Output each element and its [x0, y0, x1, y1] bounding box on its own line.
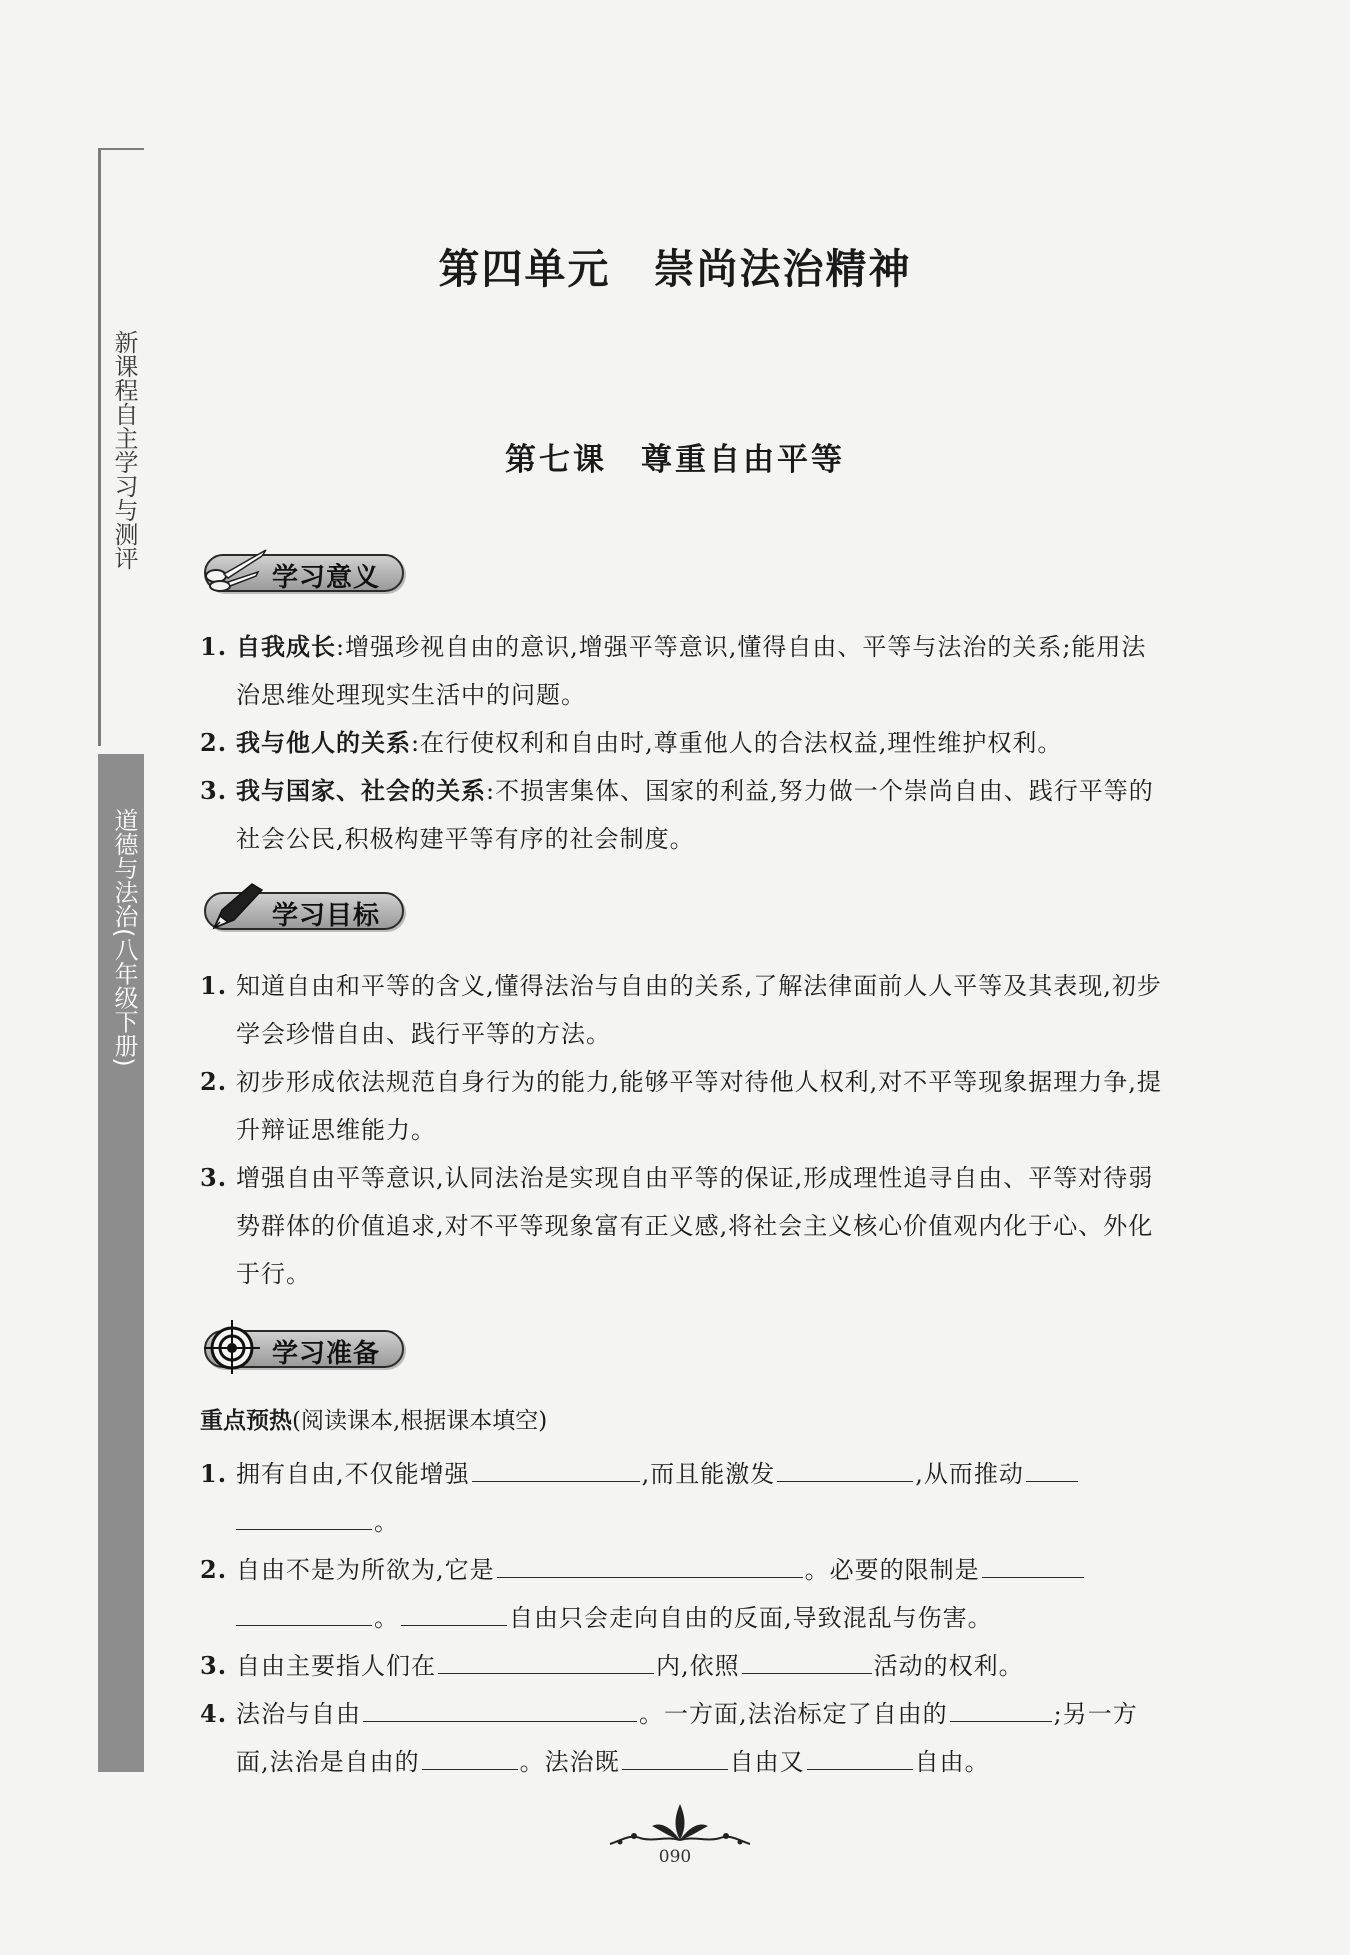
item-number: 1. [200, 1459, 228, 1488]
subhead-keyword: 重点预热 [200, 1408, 292, 1434]
item-keyword: 自我成长 [236, 633, 336, 661]
fill-blank[interactable] [497, 1551, 803, 1578]
fill-text: 法治与自由 [236, 1700, 361, 1728]
fill-text: 自由不是为所欲为,它是 [236, 1556, 495, 1584]
fill-text: 自由主要指人们在 [236, 1652, 436, 1680]
goal-item [200, 1058, 1170, 1154]
fill-item [200, 1546, 1170, 1642]
prep-subheading [200, 1403, 547, 1439]
fill-item [200, 1450, 1170, 1546]
item-text: :不损害集体、国家的利益,努力做一个崇尚自由、践行平等的社会公民,积极构建平等有序的社会制度。 [236, 777, 1154, 853]
item-number: 2. [200, 728, 228, 757]
target-icon [200, 1318, 264, 1374]
section-label: 学习目标 [272, 901, 381, 931]
fill-text: ,从而推动 [915, 1460, 1024, 1488]
fill-blank[interactable] [1026, 1455, 1078, 1482]
item-number: 2. [200, 1555, 228, 1584]
item-number: 3. [200, 776, 228, 805]
fill-blank[interactable] [982, 1551, 1084, 1578]
fill-blank[interactable] [950, 1695, 1052, 1722]
goal-item [200, 1154, 1170, 1298]
fill-text: 拥有自由,不仅能增强 [236, 1460, 470, 1488]
section-header-goals [200, 880, 408, 930]
item-text: :在行使权利和自由时,尊重他人的合法权益,理性维护权利。 [411, 729, 1063, 757]
fill-blank[interactable] [438, 1647, 654, 1674]
section-label: 学习意义 [272, 563, 381, 593]
fill-text: 自由。 [914, 1748, 990, 1776]
goal-item [200, 962, 1170, 1058]
fill-text: 。必要的限制是 [804, 1556, 980, 1584]
lesson-title: 第七课 尊重自由平等 [505, 442, 845, 478]
item-text: 增强自由平等意识,认同法治是实现自由平等的保证,形成理性追寻自由、平等对待弱势群体的价值追求,对不平等现象富有正义感,将社会主义核心价值观内化于心、外化于行。 [236, 1164, 1154, 1288]
fill-item [200, 1642, 1170, 1690]
page-number: 090 [658, 1847, 692, 1867]
fill-blank[interactable] [622, 1743, 728, 1770]
section-header-prep [200, 1318, 408, 1368]
fill-blank[interactable] [807, 1743, 913, 1770]
fill-text: 。法治既 [519, 1748, 620, 1776]
item-number: 2. [200, 1067, 228, 1096]
fill-blank[interactable] [422, 1743, 518, 1770]
fill-text: ,而且能激发 [641, 1460, 776, 1488]
section-label: 学习准备 [272, 1339, 381, 1369]
fill-blank[interactable] [363, 1695, 637, 1722]
fill-blank[interactable] [236, 1503, 372, 1530]
fill-blank[interactable] [401, 1599, 507, 1626]
fill-blank[interactable] [236, 1599, 372, 1626]
item-number: 1. [200, 632, 228, 661]
fill-blank[interactable] [777, 1455, 913, 1482]
item-number: 1. [200, 971, 228, 1000]
item-text: 知道自由和平等的含义,懂得法治与自由的关系,了解法律面前人人平等及其表现,初步学会珍惜自由、践行平等的方法。 [236, 972, 1162, 1048]
fill-text: 自由又 [729, 1748, 805, 1776]
item-number: 3. [200, 1163, 228, 1192]
fill-text: ;另一方面,法治是自由的 [236, 1700, 1138, 1776]
item-text: :增强珍视自由的意识,增强平等意识,懂得自由、平等与法治的关系;能用法治思维处理现实生活中的问题。 [236, 633, 1147, 709]
fill-blank[interactable] [742, 1647, 872, 1674]
item-text: 初步形成依法规范自身行为的能力,能够平等对待他人权利,对不平等现象据理力争,提升辩证思维能力。 [236, 1068, 1162, 1144]
meaning-item [200, 719, 1170, 767]
meaning-item [200, 623, 1170, 719]
subhead-note: (阅读课本,根据课本填空) [292, 1408, 548, 1434]
fill-text: 。 [374, 1508, 399, 1536]
fill-text: 。一方面,法治标定了自由的 [639, 1700, 948, 1728]
pen-icon [200, 880, 270, 936]
series-title: 新课程自主学习与测评 [110, 330, 138, 570]
fill-text: 。 [374, 1604, 399, 1632]
subject-title: 道德与法治(八年级下册) [110, 808, 138, 1067]
unit-title: 第四单元 崇尚法治精神 [438, 245, 912, 293]
item-number: 4. [200, 1699, 228, 1728]
fill-blank[interactable] [472, 1455, 640, 1482]
item-number: 3. [200, 1651, 228, 1680]
fill-text: 活动的权利。 [873, 1652, 1024, 1680]
meaning-item [200, 767, 1170, 863]
fill-item [200, 1690, 1170, 1786]
floral-ornament-icon [600, 1800, 760, 1850]
fill-text: 内,依照 [656, 1652, 740, 1680]
item-keyword: 我与他人的关系 [236, 729, 411, 757]
scissors-icon [200, 542, 270, 594]
item-keyword: 我与国家、社会的关系 [236, 777, 486, 805]
fill-text: 自由只会走向自由的反面,导致混乱与伤害。 [509, 1604, 993, 1632]
section-header-meaning [200, 542, 408, 592]
